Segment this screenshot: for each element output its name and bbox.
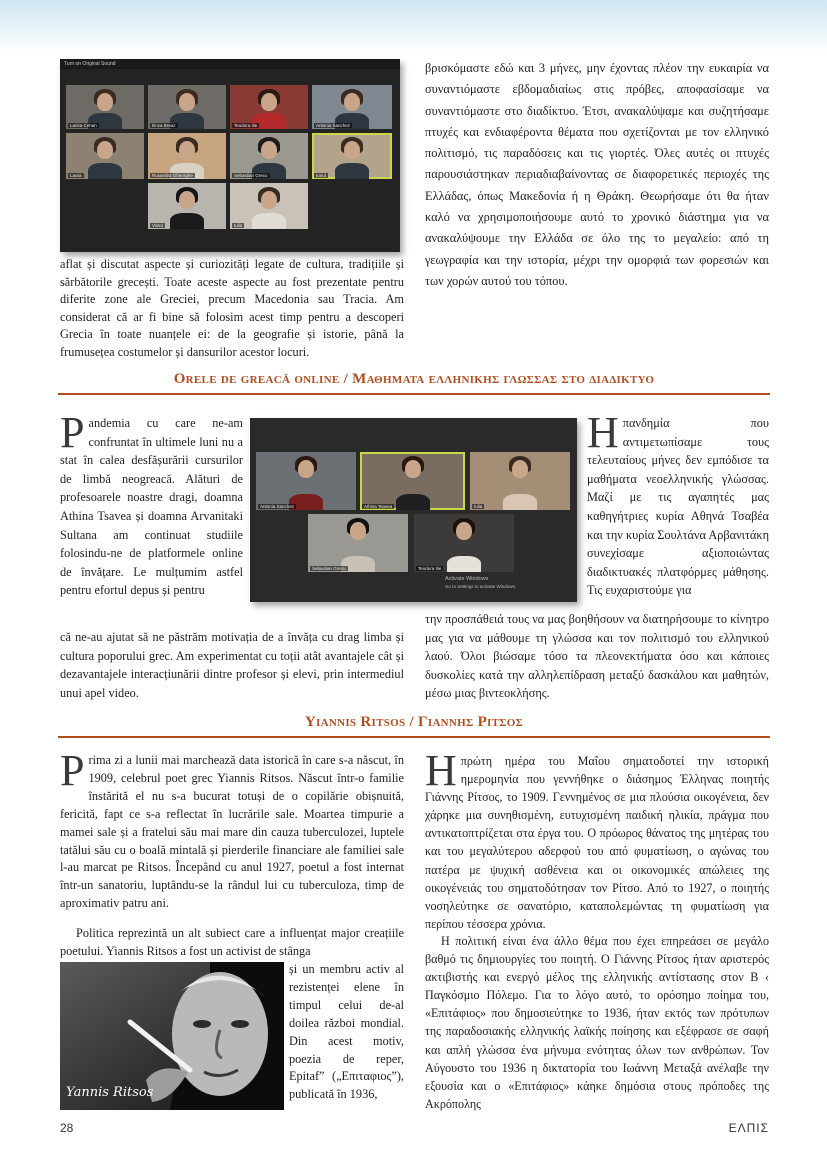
participant-name: Laura (70, 173, 82, 178)
online-classes-gr-continued: την προσπάθειά τους να μας βοηθήσουν να διατηρήσουμε το κίνητρο μας για να μάθουμε τη γλώσσα και τον πολιτισμό του ελληνικού λαού. Όλοι βιώσαμε τόσο τα πλεονεκτήματα όσο και κάποιες δυσκολίες κατά την αλληλεπίδραση μεταξύ δασκάλου και μαθητών, μέσω μιας βιντεοκλήσης. (425, 612, 769, 701)
section-divider (58, 736, 770, 738)
video-tile (230, 183, 308, 229)
online-classes-ro-continued: că ne-au ajutat să ne păstrăm motivația de a învăța cu drag limba și cultura poporului grec. Am experimentat cu toții atât avantajele cât și dezavantajele interacțiunării dintre profesor și elevi, prin intermediul unui apel video. (60, 630, 404, 700)
online-class-photo (250, 418, 577, 602)
drop-cap: Η (425, 746, 457, 795)
participant-name: Iulia (474, 504, 483, 509)
participant-name: Sebastian Grecu (234, 173, 268, 178)
section-heading-ritsos (58, 714, 770, 731)
online-classes-gr-column (587, 408, 769, 600)
participant-name: Ionut (316, 173, 327, 178)
online-meeting-photo (60, 59, 400, 252)
participant-name: Teodora Ilie (418, 566, 442, 571)
title-separator: / (339, 371, 353, 387)
ritsos-gr-paragraph-2: Η πολιτική είναι ένα άλλο θέμα που έχει επηρεάσει σε μεγάλο βαθμό τις δημιουργίες του ποιητή. Ο Γιάννης Ρίτσος ήταν αριστερός ακτιβιστής και ενεργό μέλος της ελληνικής αντίστασης στον Β ‹ Παγκόσμιο Πόλεμο. Για το λόγο αυτό, το ορόσημο ποίημα του, «Επιτάφιος» που δημοσιεύτηκε το 1936, ήταν εκτός των πρότυπων της παραδοσιακής ελληνικής λαϊκής ποίησης και εξέφρασε σε σαφή και απλή γλώσσα ένα μήνυμα ενότητας όλων των ανθρώπων. Τον Αύγουστο του 1936 η δικτατορία του Ιωάννη Μεταξά ανέλαβε την εξουσία και ο «Επιτάφιος» κάηκε δημόσια στους πρόποδες της Ακρόπολης (425, 934, 769, 1111)
ritsos-gr-paragraph-1 (425, 746, 769, 933)
section-title-ro: Orele de greacă online (173, 371, 340, 387)
online-classes-gr-text: πανδημία που αντιμετωπίσαμε τους τελευταίους μήνες δεν εμπόδισε τα μαθήματα νεοελληνικής γλώσσας. Μαζί με τις αγαπητές μας καθηγήτριες κυρία Αθηνά Τσαβέα και την κυρία Σουλτάνα Αρβανιτάκη συνεχίσαμε αξιοποιώντας διαδικτυακές πλατφόρμες μάθησης. Τις ευχαριστούμε για (587, 416, 769, 598)
ritsos-signature: Yannis Ritsos (66, 1085, 154, 1100)
participant-name: Sebastian Grecu (312, 566, 346, 571)
participant-name: Antonia Sanchez (260, 504, 295, 509)
video-tile (148, 133, 226, 179)
gr-intro-paragraph: βρισκόμαστε εδώ και 3 μήνες, μην έχοντας πλέον την ευκαιρία να συναντιόμαστε εβδομαδιαίως στις πρόβες, αποφασίσαμε να συναντιόμαστε στο διαδίκτυο. Έτσι, ανακαλύψαμε και συζητήσαμε πτυχές και ενδιαφέροντα θέματα που σχετίζονται με τον ελληνικό πολιτισμό, τις παραδόσεις και τις γιορτές. Όλες αυτές οι πτυχές παρουσιάστηκαν περιαδιαβαίνοντας σε διαφορετικές περιοχές της Ελλάδας, όπως Μακεδονία ή η Θράκη. Θεωρήσαμε ότι θα ήταν καλό να χρησιμοποιήσουμε αυτό το χρονικό διάστημα για να ανακαλύψουμε την Ελλάδα σε όλο της το μεγαλείο: από τη γεωγραφία και την ιστορία, μέχρι την ομορφιά των φορεσιών και των χορών αυτού του τόπου. (425, 61, 769, 288)
watermark-line: Go to Settings to activate Windows. (445, 584, 517, 589)
video-tile (66, 133, 144, 179)
section-divider (58, 393, 770, 395)
section-heading-online-classes (58, 371, 770, 388)
video-tile (230, 85, 308, 129)
section-title-gr: Γιαννησ Ριτσοσ (418, 714, 524, 730)
participant-name: Iulia (234, 223, 243, 228)
video-tile-active (312, 133, 392, 179)
video-tile (312, 85, 392, 129)
meeting-toolbar (60, 59, 400, 69)
ritsos-ro-paragraph-2: Politica reprezintă un alt subiect care a influențat major creațiile poetului. Yiannis Ritsos a fost un activist de stânga (60, 926, 404, 958)
ro-intro-paragraph: aflat și discutat aspecte și curiozități legate de cultura, tradițiile și sărbătorile grecești. Toate aceste aspecte au fost prezentate pentru diferite zone ale Greciei, precum Macedonia sau Tracia. Am considerat că ar fi bine să folosim acest timp pentru a descoperi Grecia în toate nuanțele ei: de la geografie și istorie, până la frumusețea costumelor și dansurilor acestor locuri. (60, 257, 404, 359)
ritsos-ro-text: rima zi a lunii mai marchează data istorică în care s-a născut, în 1909, celebrul poet grec Yiannis Ritsos. Născut într-o familie înstărită el nu s-a bucurat totuși de o copilărie obișnuită, fericită, fapt ce s-a reflectat în lucrările sale. Moartea timpurie a mamei sale și a fratelui său mai mare din cauza tuberculozei, luptele tatălui său cu o boală mintală și pierderile financiare ale familiei sale l-au marcat pe Ritsos. Începând cu anul 1927, poetul a fost internat într-un sanatoriu, luptându-se la rândul lui cu tuberculoza, timp de aproximativ patru ani. (60, 753, 404, 911)
video-tile (66, 85, 144, 129)
participant-name: Larisa Cehan (70, 123, 97, 128)
ritsos-gr-text: πρώτη ημέρα του Μαΐου σηματοδοτεί την ιστορική ημερομηνία που γεννήθηκε ο διάσημος Έλληνας ποιητής Γιάννης Ρίτσος, το 1909. Γεννημένος σε μια πλούσια οικογένεια, δεν χάρηκε μια συνηθισμένη, ευτυχισμένη παιδική ηλικία, πράγμα που αντικατοπτρίζεται στα έργα του. Ο πρόωρος θάνατος της μητέρας του και του μεγαλύτερου αδερφού του από φυματίωση, ο αγώνας του πατέρα με ψυχική ασθένεια και οι οικονομικές απώλειες της οικογένειάς του σηματοδότησαν τον Ρίτσο. Από το 1927, ο ποιητής νοσηλεύτηκε σε σανατόριο, καταπολεμώντας τη φυματίωση για περίπου τέσσερα χρόνια. (425, 754, 769, 931)
video-tile (148, 85, 226, 129)
ritsos-ro-paragraph-1 (60, 746, 404, 913)
magazine-name: ΕΛΠΙΣ (728, 1121, 769, 1135)
video-tile (230, 133, 308, 179)
section-title-gr: Μαθηματα ελληνικησ γλωσσασ στο διαδικτυο (352, 371, 655, 387)
ritsos-portrait-photo (60, 962, 284, 1110)
online-classes-ro-text: andemia cu care ne-am confruntat în ultimele luni nu a stat în calea desfășurării cursurilor de limbă neogreacă. Alături de profesoarele noastre dragi, doamna Athina Tsavea și doamna Arvanitaki Sultana am continuat studiile folosindu-ne de platformele online de învățare. Le mulțumim astfel pentru efortul depus și pentru (60, 416, 243, 598)
participant-name: Ilinca Breaz (152, 123, 176, 128)
drop-cap: P (60, 408, 85, 457)
ritsos-ro-side-text: și un membru activ al rezistenței elene în timpul celui de-al doilea război mondial. Din acest motiv, poezia de reper, Epitaf” („Επιταφιος”), publicată în 1936, (289, 962, 404, 1102)
title-separator: / (405, 714, 419, 730)
participant-name: Athina Tsavea (364, 504, 393, 509)
video-tile (148, 183, 226, 229)
video-tile (470, 452, 570, 510)
drop-cap: P (60, 746, 85, 795)
page-number: 28 (60, 1121, 74, 1135)
online-classes-ro-column (60, 408, 243, 600)
video-tile (308, 514, 408, 572)
section-title-ro: Yiannis Ritsos (304, 714, 406, 730)
video-tile (414, 514, 514, 572)
participant-name: Ruxandra Gheorghe (152, 173, 193, 178)
video-tile-active (360, 452, 465, 510)
drop-cap: Η (587, 408, 619, 457)
watermark-line: Activate Windows (445, 576, 489, 582)
original-sound-label: Turn on Original Sound (64, 61, 116, 67)
video-tile (256, 452, 356, 510)
top-gradient-band (0, 0, 827, 52)
activate-windows-watermark (445, 576, 516, 590)
participant-name: Victor (152, 223, 164, 228)
participant-name: Teodora Ilie (234, 123, 258, 128)
participant-name: Antonia Sanchez (316, 123, 351, 128)
